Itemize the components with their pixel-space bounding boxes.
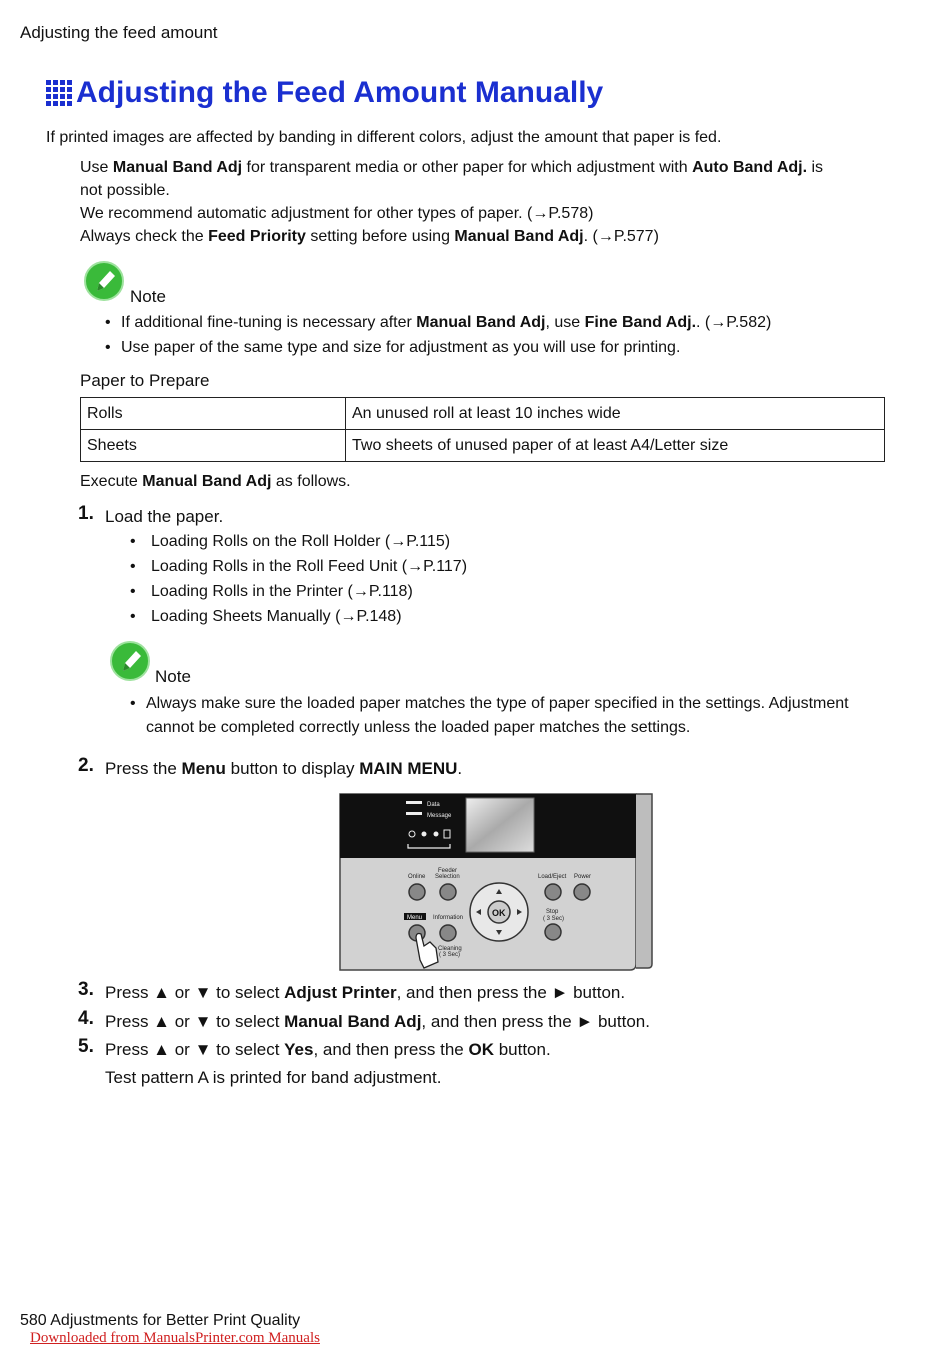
download-link[interactable]: Downloaded from ManualsPrinter.com Manuals	[30, 1330, 320, 1346]
prep-heading: Paper to Prepare	[80, 371, 210, 390]
svg-text:Selection: Selection	[435, 874, 460, 880]
svg-text:( 3 Sec): ( 3 Sec)	[439, 952, 461, 958]
step-sub-item: • Loading Sheets Manually (→P.148)	[130, 608, 402, 625]
svg-text:Feeder: Feeder	[438, 868, 458, 874]
svg-text:Menu: Menu	[407, 915, 423, 921]
table-row	[81, 430, 885, 462]
table-row	[81, 398, 885, 430]
page-footer: 580 Adjustments for Better Print Quality	[20, 1312, 301, 1329]
paper-table	[80, 397, 885, 462]
step-sub-item: • Loading Rolls in the Printer (→P.118)	[130, 583, 413, 600]
step-text: Press ▲ or ▼ to select Manual Band Adj, and then press the ► button.	[105, 1012, 650, 1031]
svg-text:Cleaning: Cleaning	[438, 946, 462, 952]
note-bullet: • Use paper of the same type and size for adjustment as you will use for printing.	[105, 339, 681, 356]
execute-text: Execute Manual Band Adj as follows.	[80, 473, 351, 490]
note-bullet: • If additional fine-tuning is necessary after Manual Band Adj, use Fine Band Adj.. (→P.582)	[105, 314, 772, 331]
note-label: Note	[130, 287, 166, 306]
svg-text:OK: OK	[492, 908, 506, 918]
note-label: Note	[155, 667, 191, 686]
svg-text:Online: Online	[408, 874, 426, 880]
step-number: 1.	[78, 503, 94, 524]
intro-text: If printed images are affected by banding in different colors, adjust the amount that paper is fed.	[46, 129, 722, 146]
note-bullet: • Always make sure the loaded paper matches the type of paper specified in the settings. Adjustment	[130, 695, 849, 712]
step-sub-item: • Loading Rolls on the Roll Holder (→P.115)	[130, 533, 451, 550]
step-number: 5.	[78, 1036, 94, 1057]
table-cell: An unused roll at least 10 inches wide	[346, 398, 885, 430]
section-title	[46, 76, 603, 110]
step-text: Press the Menu button to display MAIN MENU.	[105, 759, 463, 778]
svg-text:Power: Power	[574, 874, 592, 880]
table-cell: Two sheets of unused paper of at least A4/Letter size	[346, 430, 885, 462]
step-number: 3.	[78, 979, 94, 1000]
step-result: Test pattern A is printed for band adjustment.	[105, 1068, 442, 1087]
step-sub-item: • Loading Rolls in the Roll Feed Unit (→P.117)	[130, 558, 468, 575]
step-text: Press ▲ or ▼ to select Adjust Printer, and then press the ► button.	[105, 983, 626, 1002]
note-pencil-icon	[84, 261, 124, 301]
note-bullet-cont: cannot be completed correctly unless the loaded paper matches the settings.	[146, 719, 691, 736]
table-cell: Rolls	[81, 398, 346, 430]
step-number: 2.	[78, 755, 94, 776]
svg-text:Load/Eject: Load/Eject	[538, 874, 567, 880]
para-manual-band: Use Manual Band Adj for transparent media or other paper for which adjustment with Auto Band Adj. is	[80, 159, 824, 176]
svg-text:Stop: Stop	[546, 909, 559, 915]
para-feed-priority: Always check the Feed Priority setting before using Manual Band Adj. (→P.577)	[80, 228, 659, 245]
table-cell: Sheets	[81, 430, 346, 462]
step-text: Load the paper.	[105, 507, 224, 526]
svg-text:Message: Message	[427, 813, 452, 819]
step-number: 4.	[78, 1008, 94, 1029]
note-pencil-icon	[110, 641, 150, 681]
svg-text:Information: Information	[433, 915, 464, 921]
section-title-text: Adjusting the Feed Amount Manually	[76, 76, 604, 109]
svg-text:Data: Data	[427, 802, 440, 808]
control-panel-illustration	[338, 792, 654, 972]
section-grid-icon	[46, 80, 72, 106]
running-header: Adjusting the feed amount	[20, 23, 218, 42]
para-recommend: We recommend automatic adjustment for other types of paper. (→P.578)	[80, 205, 594, 222]
svg-text:( 3 Sec): ( 3 Sec)	[543, 916, 565, 922]
step-text: Press ▲ or ▼ to select Yes, and then press the OK button.	[105, 1040, 551, 1059]
para-manual-band-line2: not possible.	[80, 182, 170, 199]
